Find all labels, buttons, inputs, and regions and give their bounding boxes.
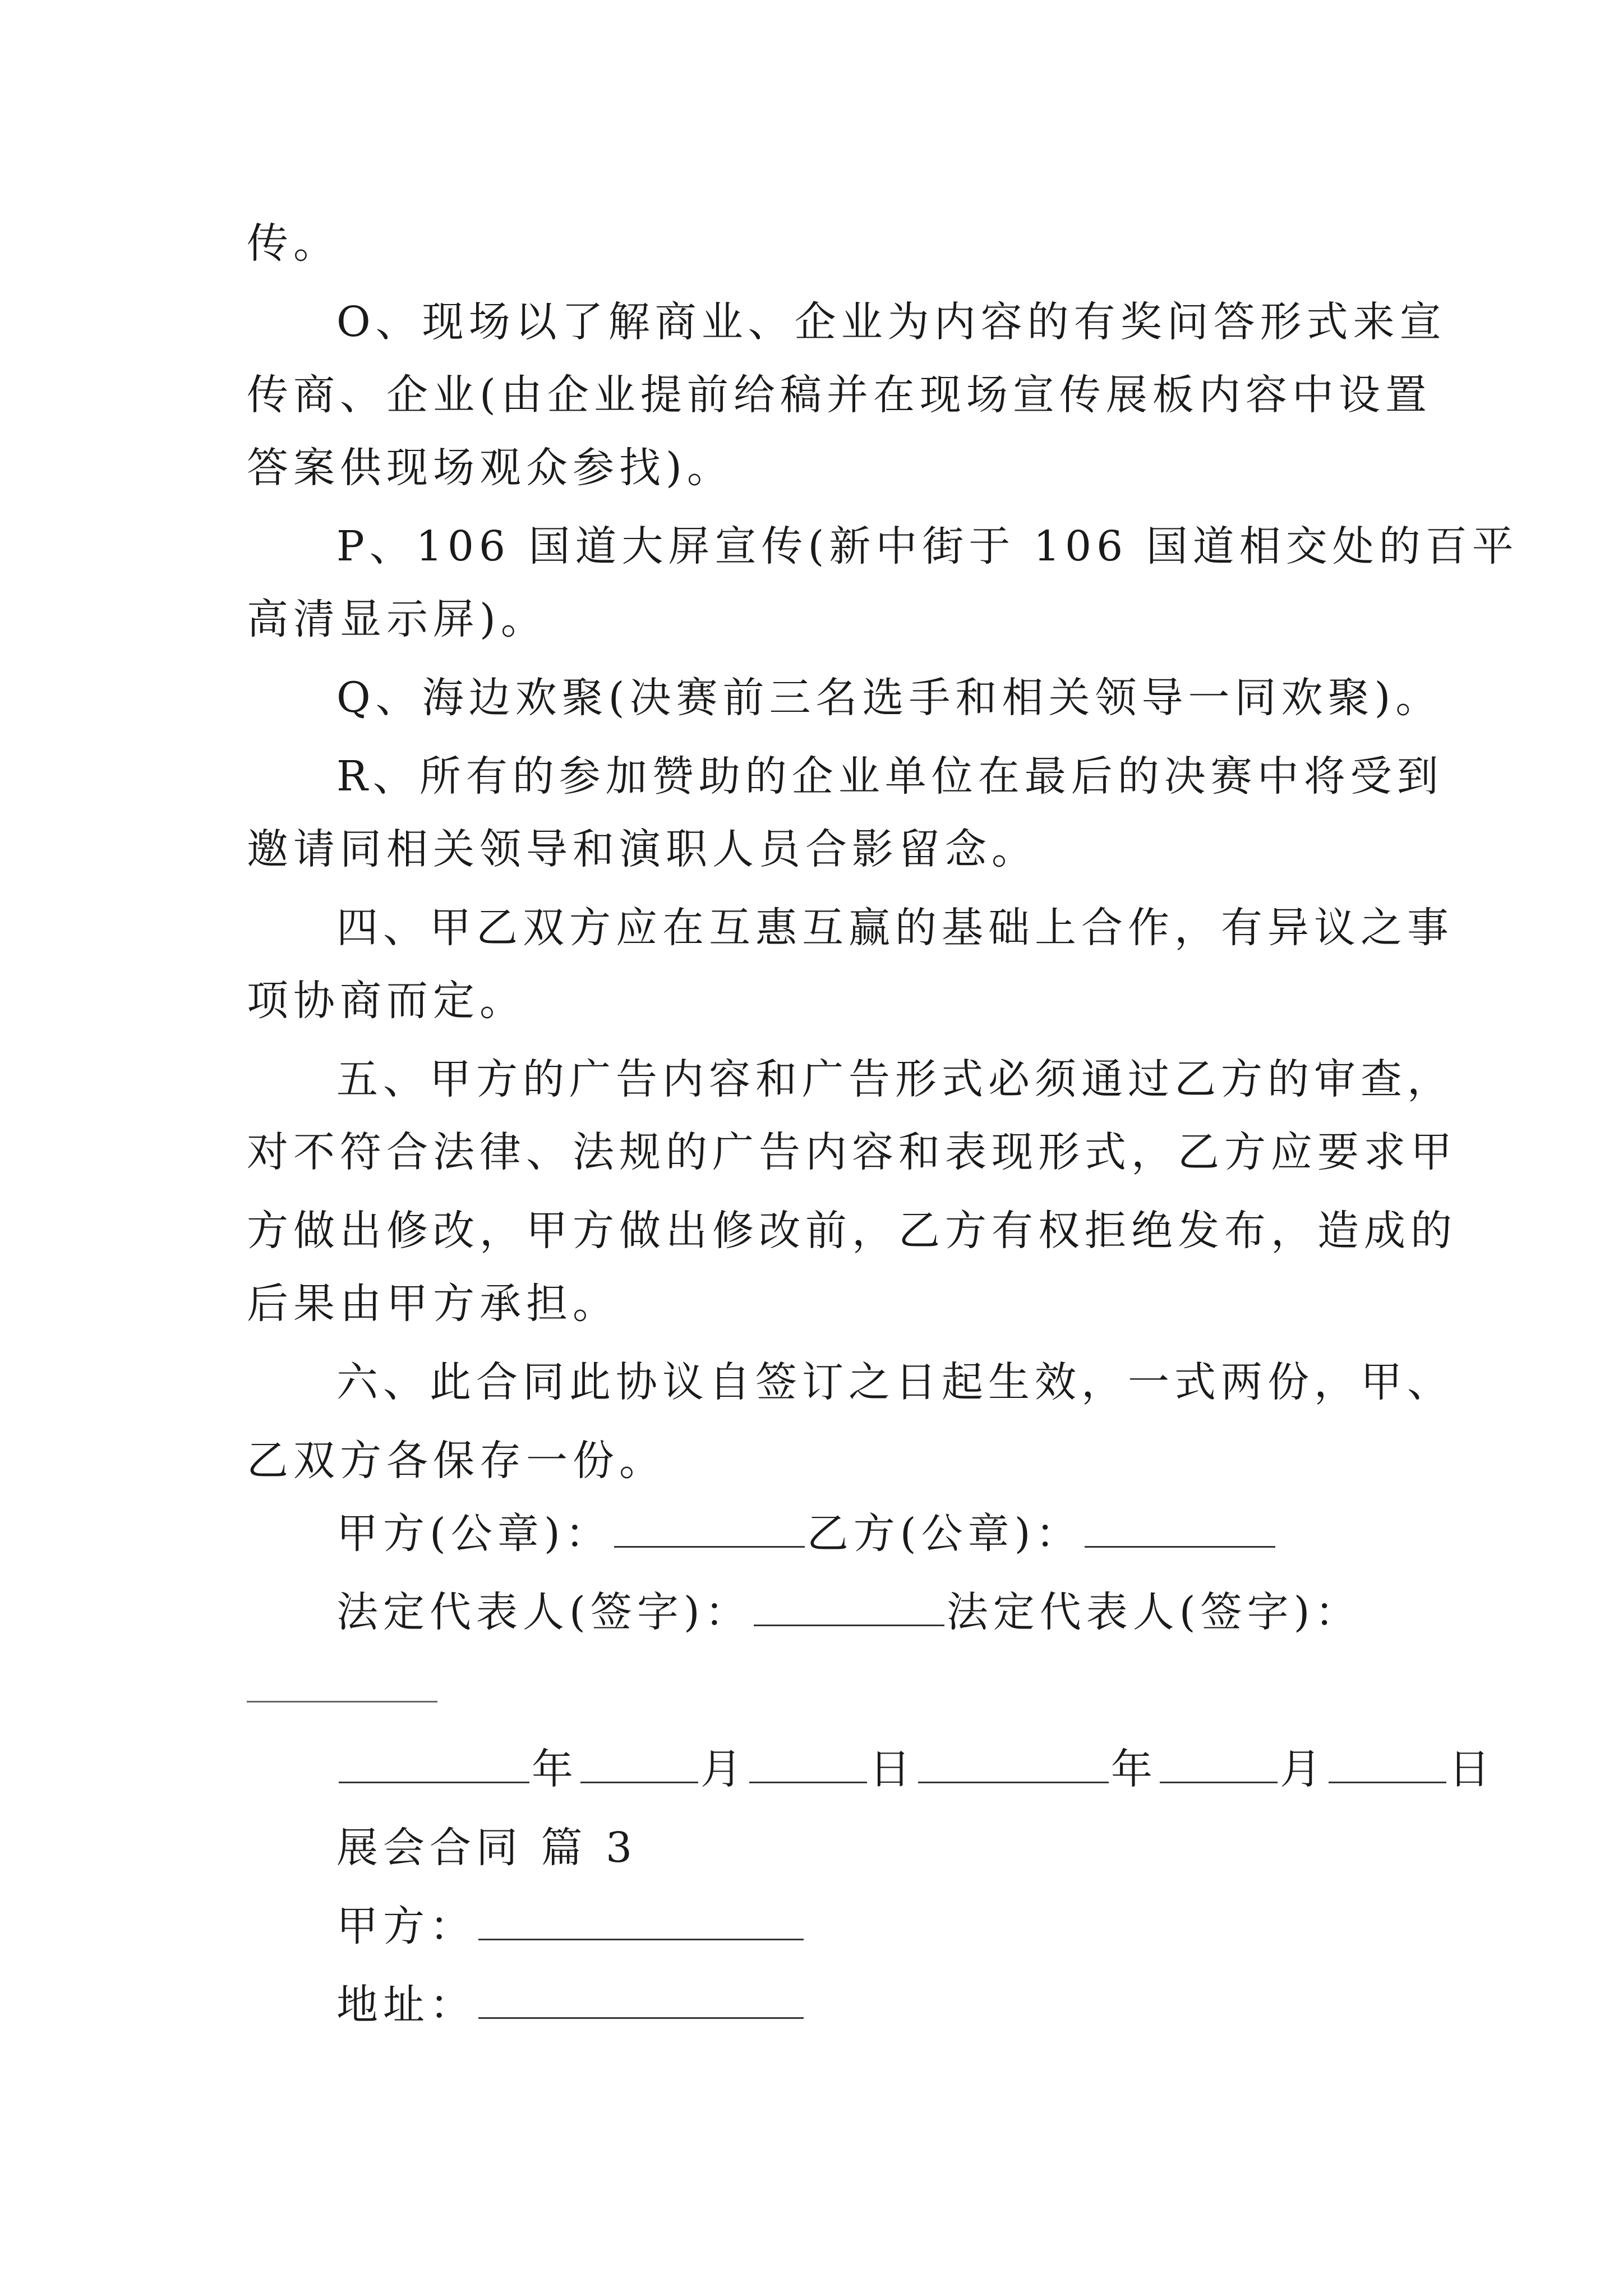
- text-line: 四、甲乙双方应在互惠互赢的基础上合作，有异议之事: [336, 904, 1454, 952]
- text-line: 项协商而定。: [247, 977, 526, 1025]
- year-a-label: 年: [532, 1745, 578, 1793]
- legal-rep-b-label: 法定代表人(签字)：: [946, 1588, 1362, 1636]
- year-b-label: 年: [1111, 1745, 1158, 1793]
- text-line: R、所有的参加赞助的企业单位在最后的决赛中将受到: [336, 752, 1444, 800]
- text-line: P、106 国道大屏宣传(新中街于 106 国道相交处的百平: [336, 522, 1519, 570]
- text-line: Q、海边欢聚(决赛前三名选手和相关领导一同欢聚)。: [336, 674, 1442, 722]
- text-line: 高清显示屏)。: [247, 595, 547, 643]
- party-a-field[interactable]: [478, 1936, 804, 1940]
- text-line: 传商、企业(由企业提前给稿并在现场宣传展板内容中设置: [247, 371, 1432, 419]
- text-line: 后果由甲方承担。: [247, 1280, 619, 1328]
- month-a-label: 月: [700, 1745, 747, 1793]
- text-line: 五、甲方的广告内容和广告形式必须通过乙方的审查，: [336, 1055, 1454, 1103]
- legal-rep-a-blank[interactable]: [754, 1622, 944, 1626]
- text-line: 答案供现场观众参找)。: [247, 444, 734, 492]
- date-line: [336, 1742, 1495, 1796]
- text-line: 方做出修改，甲方做出修改前，乙方有权拒绝发布，造成的: [247, 1207, 1457, 1255]
- text-line: 对不符合法律、法规的广告内容和表现形式，乙方应要求甲: [247, 1128, 1457, 1176]
- month-b-blank[interactable]: [1160, 1779, 1278, 1783]
- day-a-blank[interactable]: [749, 1779, 867, 1783]
- legal-rep-a-label: 法定代表人(签字)：: [336, 1588, 751, 1636]
- year-b-blank[interactable]: [918, 1779, 1109, 1783]
- legal-rep-b-blank[interactable]: [247, 1701, 437, 1703]
- text-line: 传。: [247, 219, 340, 268]
- text-line: 乙双方各保存一份。: [247, 1437, 666, 1485]
- year-a-blank[interactable]: [339, 1779, 529, 1783]
- text-line: 邀请同相关领导和演职人员合影留念。: [247, 825, 1038, 873]
- address-label: 地址：: [336, 1981, 476, 2029]
- text-line: O、现场以了解商业、企业为内容的有奖问答形式来宣: [336, 298, 1446, 346]
- party-a-seal-label: 甲方(公章)：: [336, 1510, 612, 1558]
- day-b-label: 日: [1449, 1745, 1495, 1793]
- section-title: 展会合同 篇 3: [336, 1824, 638, 1872]
- party-a-label: 甲方：: [336, 1902, 476, 1950]
- month-b-label: 月: [1280, 1745, 1326, 1793]
- month-a-blank[interactable]: [580, 1779, 698, 1783]
- seal-line: [336, 1507, 1278, 1561]
- party-b-seal-blank[interactable]: [1085, 1544, 1275, 1548]
- legal-rep-line: [336, 1585, 1362, 1639]
- text-line: 六、此合同此协议自签订之日起生效，一式两份，甲、: [336, 1358, 1454, 1406]
- party-b-seal-label: 乙方(公章)：: [806, 1510, 1082, 1558]
- day-a-label: 日: [869, 1745, 916, 1793]
- party-a-line: [336, 1899, 806, 1953]
- address-field[interactable]: [478, 2015, 804, 2019]
- party-a-seal-blank[interactable]: [614, 1544, 805, 1548]
- day-b-blank[interactable]: [1329, 1779, 1446, 1783]
- address-line: [336, 1978, 806, 2032]
